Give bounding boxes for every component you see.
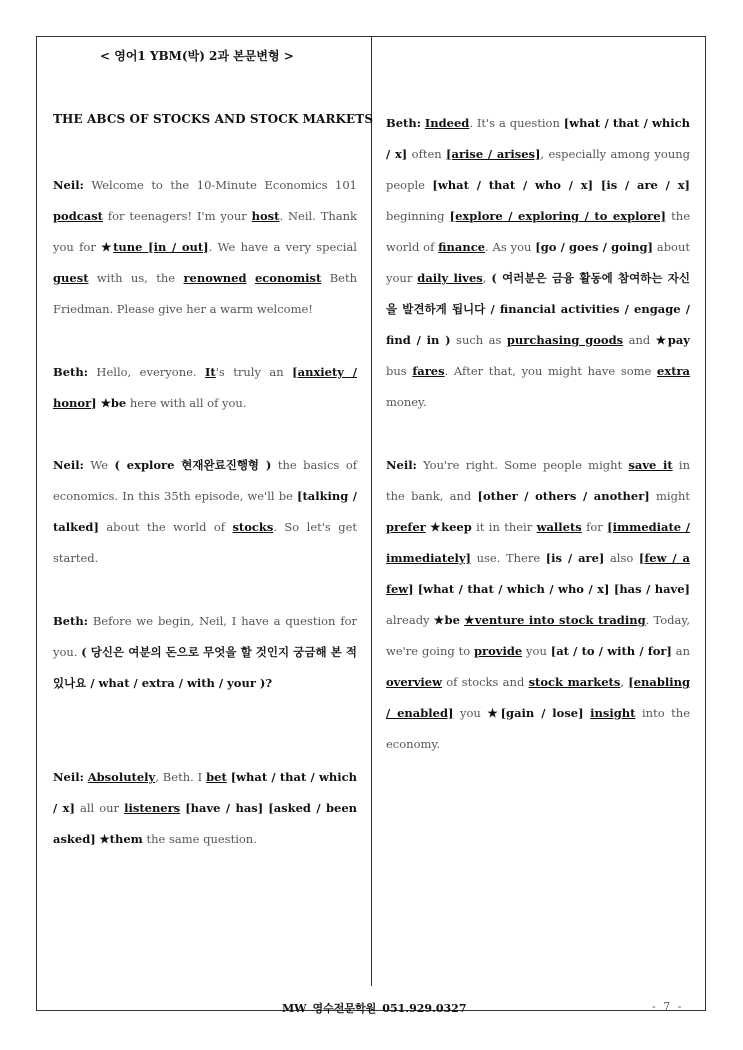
body-text: We [83,458,115,472]
speaker-label: Neil: [53,178,84,192]
dialogue-paragraph [53,762,357,855]
body-text: about your [386,240,691,285]
speaker-label: Neil: [53,458,84,472]
footer-academy [282,1000,473,1016]
underlined-term: fares [412,364,445,378]
underlined-term: [few / a few] [386,551,691,596]
choice-bracket: [ [292,365,298,379]
speaker-label: Beth: [386,116,421,130]
choice-bracket: ★be [96,396,127,410]
underlined-term: [enabling / enabled] [386,675,691,720]
choice-bracket: ★ [101,240,114,254]
body-text: of stocks and [442,675,529,689]
body-text: often [407,147,447,161]
underlined-term: bet [206,770,227,784]
body-text: Hello, everyone. [87,365,206,379]
body-text: here with all of you. [126,396,247,410]
body-text: bus [386,364,413,378]
choice-bracket: ★them [99,832,143,846]
underlined-term: host [251,209,280,223]
choice-bracket: ] [91,396,97,410]
choice-bracket: ★pay [655,333,690,347]
body-text: 's truly an [215,365,293,379]
body-text: you [522,644,551,658]
body-text: such as [450,333,507,347]
body-text: , Beth. I [155,770,207,784]
footer-brand: MW [282,1002,307,1015]
body-text: . We have a very special [208,240,357,254]
dialogue-paragraph [386,108,690,418]
underlined-term: economist [254,271,322,285]
underlined-term: ★venture into stock trading [464,613,646,627]
body-text: , especially among young people [386,147,690,192]
underlined-term: Indeed [424,116,470,130]
underlined-term: [arise / arises] [446,147,541,161]
underlined-term: wallets [536,520,582,534]
underlined-term: prefer [386,520,426,534]
dialogue-paragraph [386,450,690,760]
body-text: . Neil. Thank you for [53,209,358,254]
body-text: Before we begin, Neil, I have a question for you. [53,614,357,659]
korean-prompt: ( explore 현재완료진행형 ) [114,458,272,472]
speaker-label: Beth: [53,365,88,379]
page-number: - 7 - [652,1000,684,1013]
body-text: you [453,706,488,720]
body-text: use. There [471,551,546,565]
column-divider [371,36,372,986]
body-text: Beth Friedman. Please give her a warm welcome! [53,271,358,316]
body-text: all our [74,801,125,815]
choice-bracket: [what / that / who / x] [is / are / x] [432,178,690,192]
choice-bracket: [what / that / which / x] [53,770,357,815]
choice-bracket: [what / that / which / who / x] [has / have] [417,582,690,596]
body-text: beginning [386,209,450,223]
body-text: . It's a question [469,116,564,130]
choice-bracket: [asked / been asked] [53,801,358,846]
body-text: , [620,675,629,689]
choice-bracket: ★keep [430,520,472,534]
underlined-term: stocks [232,520,274,534]
underlined-term: insight [590,706,636,720]
underlined-term: extra [657,364,691,378]
underlined-term: Absolutely [87,770,156,784]
underlined-term: [explore / exploring / to explore] [449,209,666,223]
body-text: with us, the [88,271,184,285]
korean-prompt: ( 여러분은 금융 활동에 참여하는 자신을 발견하게 됩니다 / financial activities / engage / find / in ) [386,271,690,347]
dialogue-paragraph [53,357,357,419]
body-text: about the world of [98,520,233,534]
underlined-term: finance [438,240,486,254]
body-text: also [604,551,639,565]
footer-academy-name: 영수전문학원 [312,1002,377,1015]
korean-prompt: ( 당신은 여분의 돈으로 무엇을 할 것인지 궁금해 본 적 있나요 / what / extra / with / your )? [53,645,357,690]
underlined-term: stock markets [528,675,621,689]
body-text: the same question. [142,832,257,846]
choice-bracket: [what / that / which / x] [386,116,691,161]
body-text: money. [386,395,427,409]
choice-bracket: ★[gain / lose] [487,706,584,720]
page-title: < 영어1 YBM(박) 2과 본문변형 > [100,49,294,63]
choice-bracket: ★be [433,613,460,627]
body-text [247,271,255,285]
dialogue-paragraph [53,606,357,699]
underlined-term: It [205,365,216,379]
body-text: . So let's get started. [53,520,358,565]
body-text: for [581,520,608,534]
footer-phone: 051.929.0327 [382,1002,467,1015]
choice-bracket: [go / goes / going] [535,240,653,254]
choice-bracket: [at / to / with / for] [550,644,672,658]
underlined-term: purchasing goods [506,333,624,347]
body-text: Welcome to the 10-Minute Economics 101 [83,178,357,192]
speaker-label: Beth: [53,614,88,628]
body-text: in the bank, and [386,458,690,503]
choice-bracket: [other / others / another] [477,489,650,503]
body-text: already [386,613,434,627]
underlined-term: listeners [124,801,181,815]
body-text: , [482,271,492,285]
body-text: the basics of economics. In this 35th episode, we'll be [53,458,358,503]
underlined-term: tune [in / out] [113,240,209,254]
article-heading: THE ABCS OF STOCKS AND STOCK MARKETS [53,112,374,126]
underlined-term: provide [474,644,523,658]
body-text: it in their [471,520,537,534]
body-text: You're right. Some people might [416,458,629,472]
underlined-term: renowned [183,271,247,285]
underlined-term: [immediate / immediately] [386,520,691,565]
choice-bracket: [talking / talked] [53,489,357,534]
body-text: the world of [386,209,691,254]
body-text: . After that, you might have some [444,364,658,378]
body-text: for teenagers! I'm your [103,209,252,223]
underlined-term: daily lives [417,271,483,285]
underlined-term: save it [628,458,673,472]
body-text: and [623,333,656,347]
body-text: into the economy. [386,706,691,751]
underlined-term: podcast [53,209,103,223]
underlined-term: overview [386,675,442,689]
speaker-label: Neil: [53,770,84,784]
dialogue-paragraph [53,170,357,325]
body-text: . As you [485,240,536,254]
underlined-term: guest [53,271,89,285]
speaker-label: Neil: [386,458,417,472]
choice-bracket: [have / has] [185,801,264,815]
choice-bracket: [is / are] [545,551,605,565]
body-text: . Today, we're going to [386,613,690,658]
body-text: an [671,644,691,658]
body-text: might [649,489,690,503]
underlined-term: anxiety / honor [53,365,357,410]
dialogue-paragraph [53,450,357,574]
